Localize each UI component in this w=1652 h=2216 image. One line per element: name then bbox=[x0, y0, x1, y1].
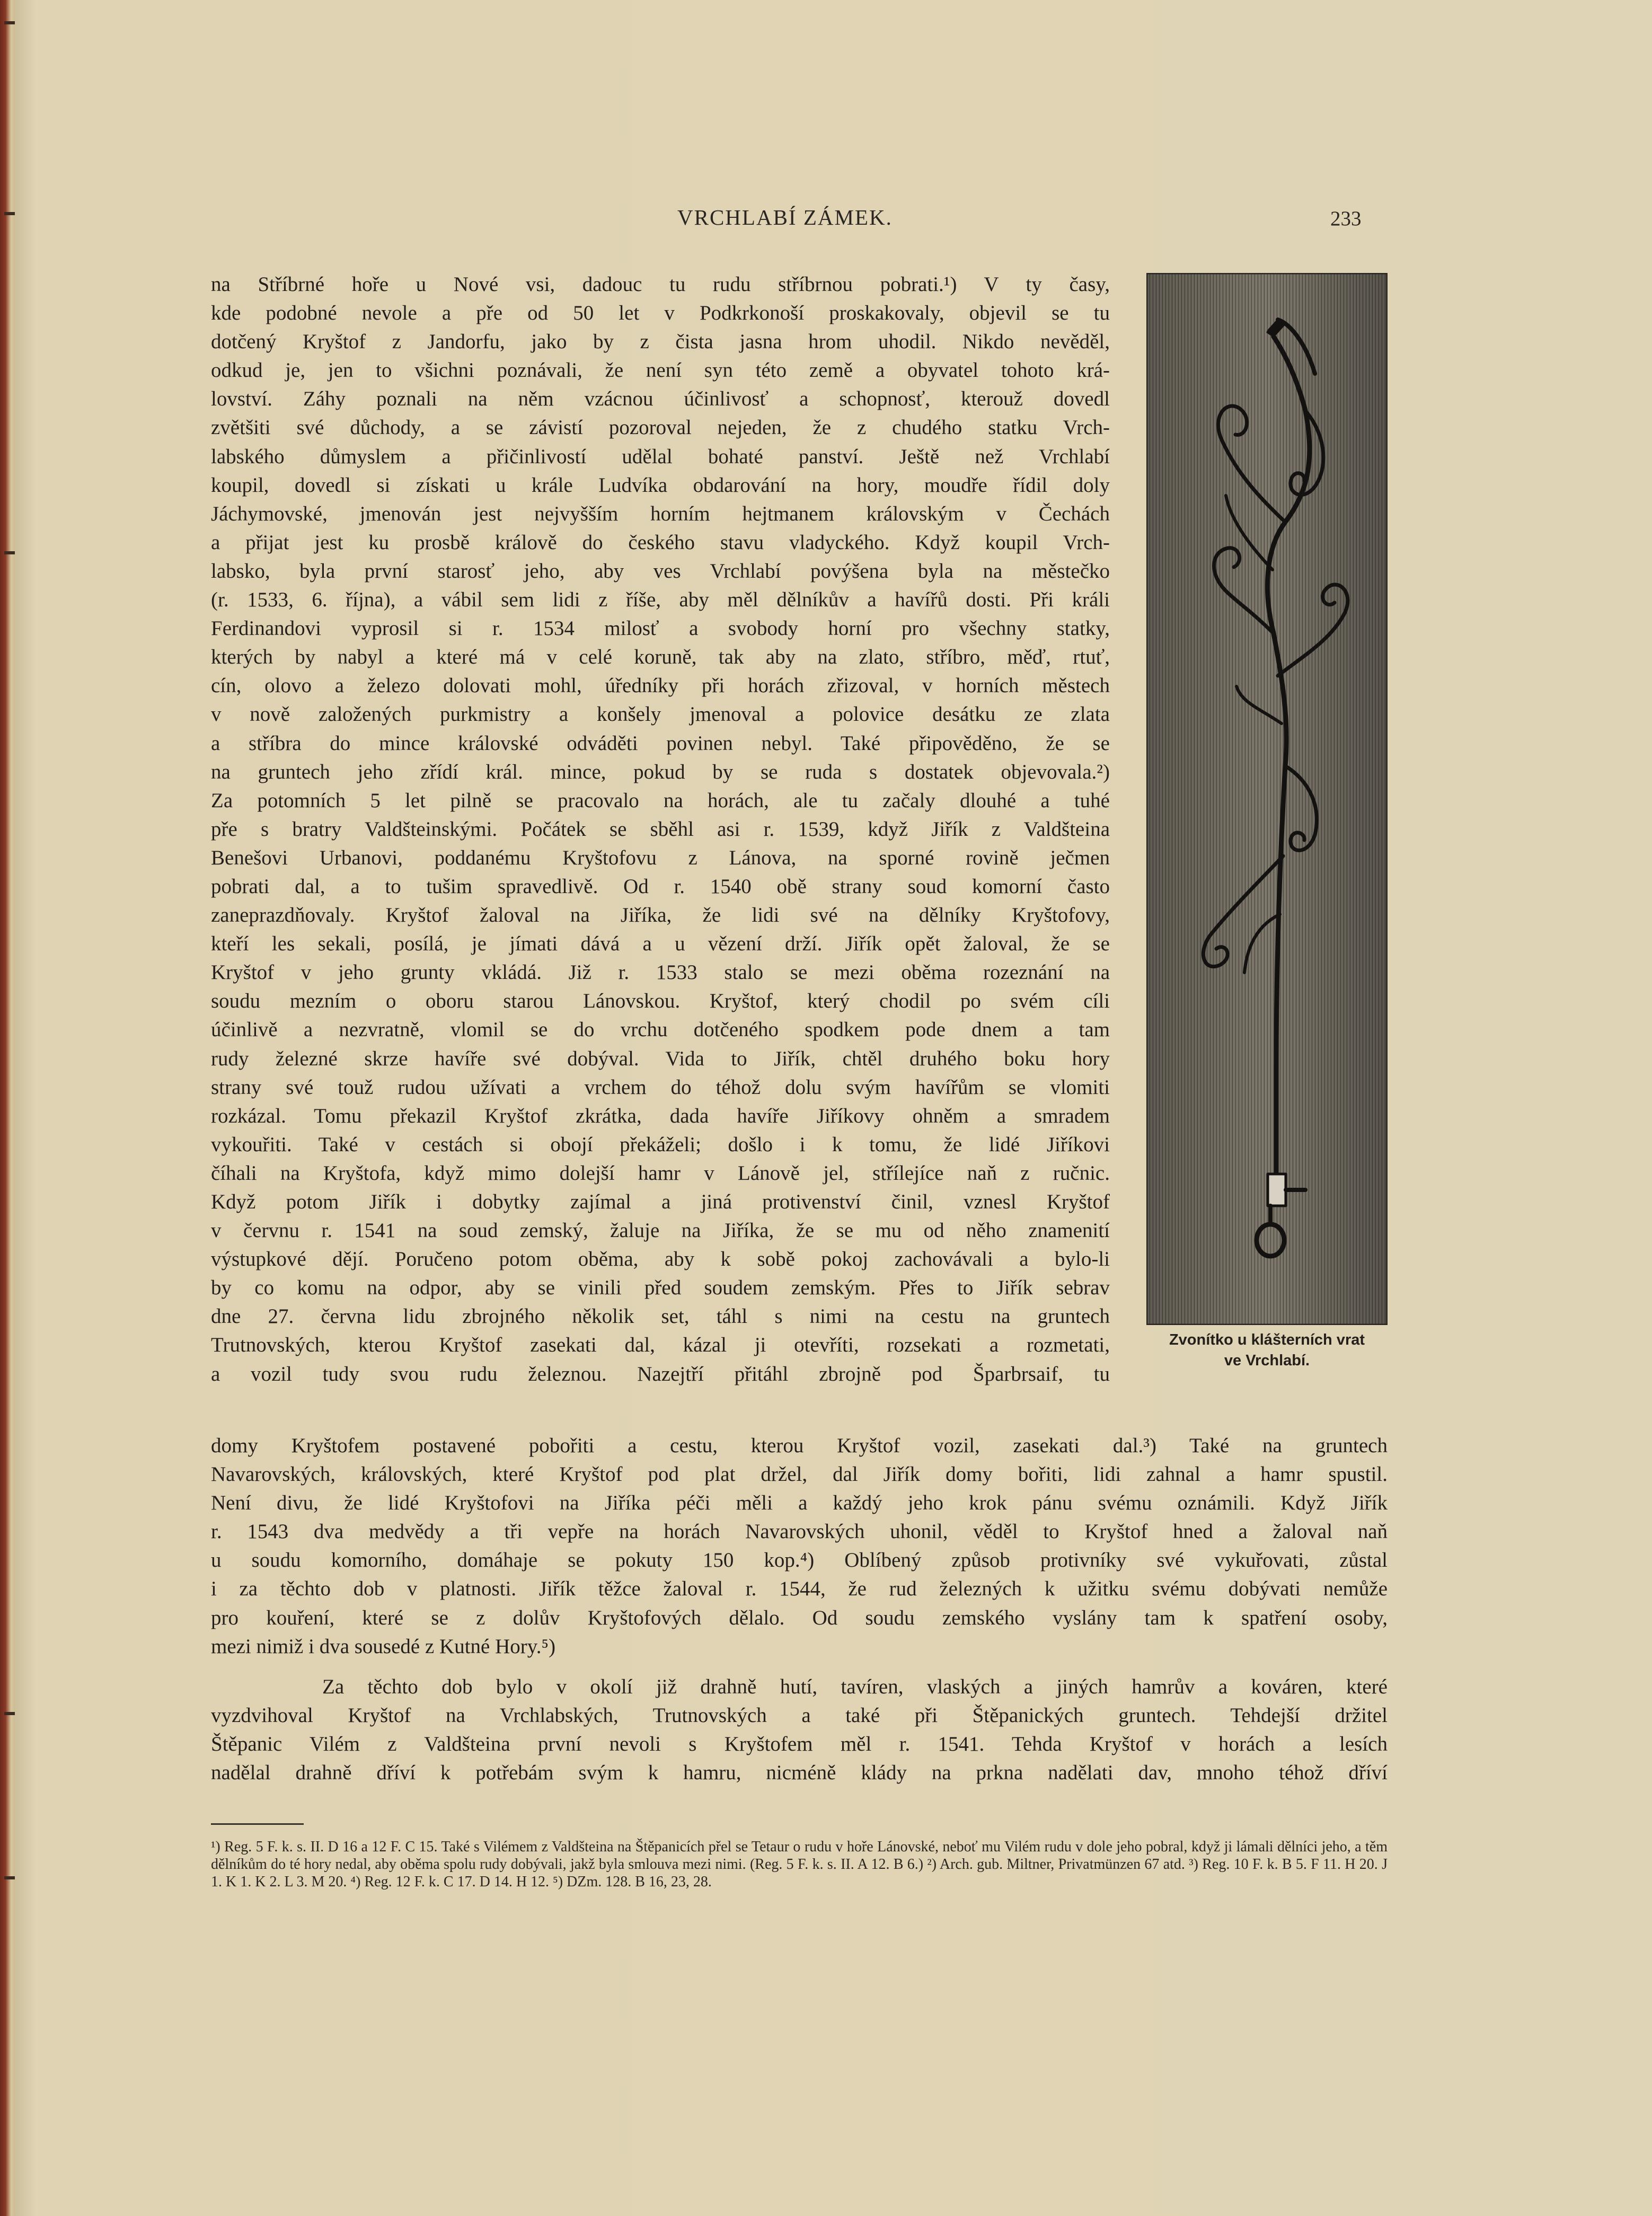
text-line: vyzdvihoval Kryštof na Vrchlabských, Trutnovských a také při Štěpanických gruntech. Tehdejší držitel bbox=[211, 1703, 1388, 1727]
text-line: pro kouření, které se z dolův Kryštofových dělalo. Od soudu zemského vyslány tam k spatření osoby, bbox=[211, 1606, 1388, 1629]
text-line: domy Kryštofem postavené pobořiti a cestu, kterou Kryštof vozil, zasekati dal.³) Také na gruntech bbox=[211, 1434, 1388, 1457]
text-line: pobrati dal, a to tušim spravedlivě. Od r. 1540 obě strany soud komorní často bbox=[211, 875, 1110, 898]
binding-mark bbox=[4, 212, 16, 215]
text-line: Ferdinandovi vyprosil si r. 1534 milosť a svobody horní pro všechny statky, bbox=[211, 617, 1110, 640]
text-line: cín, olovo a železo dolovati mohl, úředníky při horách zřizoval, v horních městech bbox=[211, 674, 1110, 698]
figure-caption-line: Zvonítko u klášterních vrat bbox=[1169, 1331, 1365, 1348]
text-line: Když potom Jiřík i dobytky zajímal a jiná protivenství činil, vznesl Kryštof bbox=[211, 1190, 1110, 1213]
text-line: Benešovi Urbanovi, poddanému Kryštofovu z Lánova, na sporné rovině ječmen bbox=[211, 846, 1110, 869]
text-line: koupil, dovedl si získati u krále Ludvíka obdarování na hory, moudře řídil doly bbox=[211, 473, 1110, 497]
text-line: Jáchymovské, jmenován jest nejvyšším horním hejtmanem královským v Čechách bbox=[211, 502, 1110, 525]
text-line: nadělal drahně dříví k potřebám svým k hamru, nicméně klády na prkna nadělati dav, mnoho téhož dříví bbox=[211, 1761, 1388, 1785]
text-line: kde podobné nevole a pře od 50 let v Podkrkonoší proskakovaly, objevil se tu bbox=[211, 302, 1110, 325]
text-line: dotčený Kryštof z Jandorfu, jako by z čista jasna hrom uhodil. Nikdo nevěděl, bbox=[211, 330, 1110, 354]
text-line: i za těchto dob v platnosti. Jiřík těžce žaloval r. 1544, že rud železných k užitku svému dobývati nemůže bbox=[211, 1577, 1388, 1601]
text-line: labského důmyslem a přičinlivostí udělal bohaté panství. Ještě než Vrchlabí bbox=[211, 445, 1110, 468]
text-line: číhali na Kryštofa, když mimo dolejší hamr v Lánově jel, střílejíce naň z ručnic. bbox=[211, 1161, 1110, 1185]
page-header bbox=[15, 205, 1652, 236]
book-page bbox=[15, 0, 1652, 2216]
text-line: a vozil tudy svou rudu železnou. Nazejtří přitáhl zbrojně pod Šparbrsaif, tu bbox=[211, 1362, 1110, 1385]
figure-caption-line: ve Vrchlabí. bbox=[1224, 1352, 1310, 1369]
body-text-full-width bbox=[211, 1432, 1388, 1787]
body-text-column bbox=[211, 270, 1110, 1389]
text-line: rudy železné skrze havíře své dobýval. Vida to Jiřík, chtěl druhého boku hory bbox=[211, 1047, 1110, 1070]
text-line: r. 1543 dva medvědy a tři vepře na horách Navarovských uhonil, věděl to Kryštof hned a žaloval naň bbox=[211, 1520, 1388, 1543]
text-line: v nově založených purkmistry a konšely jmenoval a polovice desátku ze zlata bbox=[211, 703, 1110, 726]
text-line: Za potomních 5 let pilně se pracovalo na horách, ale tu začaly dlouhé a tuhé bbox=[211, 789, 1110, 812]
text-line: Navarovských, královských, které Kryštof pod plat držel, dal Jiřík domy bořiti, lidi zahnal a hamr spustil. bbox=[211, 1463, 1388, 1486]
binding-mark bbox=[4, 551, 16, 554]
text-line: výstupkové dějí. Poručeno potom oběma, aby k sobě pokoj zachovávali a bylo-li bbox=[211, 1248, 1110, 1271]
text-line: (r. 1533, 6. října), a vábil sem lidi z říše, aby měl dělníkův a havířů dosti. Při králi bbox=[211, 588, 1110, 612]
text-line: lovství. Záhy poznali na něm vzácnou účinlivosť a schopnosť, kterouž dovedl bbox=[211, 387, 1110, 411]
footnote-rule bbox=[211, 1823, 304, 1825]
text-line: a stříbra do mince královské odváděti povinen nebyl. Také připověděno, že se bbox=[211, 731, 1110, 755]
text-line: kterých by nabyl a které má v celé koruně, tak aby na zlato, stříbro, měď, rtuť, bbox=[211, 646, 1110, 669]
text-line: dne 27. června lidu zbrojného několik set, táhl s nimi na cestu na gruntech bbox=[211, 1305, 1110, 1328]
text-line: v červnu r. 1541 na soud zemský, žaluje na Jiříka, že se mu od něho znamenití bbox=[211, 1219, 1110, 1242]
text-line: kteří les sekali, posílá, je jímati dává a u vězení drží. Jiřík opět žaloval, že se bbox=[211, 932, 1110, 956]
footnotes bbox=[211, 1838, 1388, 1891]
text-line: Není divu, že lidé Kryštofovi na Jiříka péči měli a každý jeho krok pánu svému oznámili. Když Jiřík bbox=[211, 1491, 1388, 1515]
footnote-text: ¹) Reg. 5 F. k. s. II. D 16 a 12 F. C 15. Také s Vilémem z Valdšteina na Štěpanicích přel se Tetaur o rudu v hoře Lánovské, neboť mu Vilém rudu v dole jeho pobral, když ji lámali dělníci jeho, a těm dělníkům do té hory nedal, aby oběma spolu rudy dobývali, jakž byla smlouva mezi nimi. (Reg. 5 F. k. s. II. A 12. B 6.) ²) Arch. gub. Miltner, Privatmünzen 67 atd. ³) Reg. 10 F. k. B 5. F 11. H 20. J 1. K 1. K 2. L 3. M 20. ⁴) Reg. 12 F. k. C 17. D 14. H 12. ⁵) DZm. 128. B 16, 23, 28. bbox=[211, 1839, 1388, 1890]
text-line: Štěpanic Vilém z Valdšteina první nevoli s Kryštofem měl r. 1541. Tehda Kryštof v horách a lesích bbox=[211, 1732, 1388, 1755]
figure-bell-pull bbox=[1146, 273, 1388, 1325]
text-line: mezi nimiž i dva sousedé z Kutné Hory.⁵) bbox=[211, 1635, 556, 1658]
text-line: soudu mezním o oboru starou Lánovskou. Kryštof, který chodil po svém cíli bbox=[211, 990, 1110, 1013]
text-line: strany své touž rudou užívati a vrchem do téhož dolu svým havířům se vlomiti bbox=[211, 1075, 1110, 1099]
binding-mark bbox=[4, 1712, 16, 1715]
bell-pull-illustration bbox=[1146, 273, 1388, 1325]
text-line: pře s bratry Valdšteinskými. Počátek se sběhl asi r. 1539, když Jiřík z Valdšteina bbox=[211, 817, 1110, 841]
binding-mark bbox=[4, 21, 16, 24]
text-line: zaneprazdňovaly. Kryštof žaloval na Jiříka, že lidi své na dělníky Kryštofovy, bbox=[211, 904, 1110, 927]
text-line: rozkázal. Tomu překazil Kryštof zkrátka, dada havíře Jiříkovy ohněm a smradem bbox=[211, 1104, 1110, 1127]
text-line: Kryštof v jeho grunty vkládá. Již r. 1533 stalo se mezi oběma rozeznání na bbox=[211, 961, 1110, 984]
figure-caption bbox=[1133, 1330, 1401, 1371]
text-line: labsko, byla první starosť jeho, aby ves Vrchlabí povýšena byla na městečko bbox=[211, 559, 1110, 582]
running-title: VRCHLABÍ ZÁMEK. bbox=[677, 205, 893, 229]
text-line: vykouřiti. Také v cestách si obojí překáželi; došlo i k tomu, že lidé Jiříkovi bbox=[211, 1133, 1110, 1156]
text-line: na Stříbrné hoře u Nové vsi, dadouc tu rudu stříbrnou pobrati.¹) V ty časy, bbox=[211, 273, 1110, 296]
text-line: u soudu komorního, domáhaje se pokuty 150 kop.⁴) Oblíbený způsob protivníky své vykuřovati, zůstal bbox=[211, 1549, 1388, 1572]
text-line: účinlivě a nezvratně, vlomil se do vrchu dotčeného spodkem pode dnem a tam bbox=[211, 1018, 1110, 1041]
text-line: Trutnovských, kterou Kryštof zasekati dal, kázal ji otevříti, rozsekati a rozmetati, bbox=[211, 1334, 1110, 1357]
binding-mark bbox=[4, 1876, 16, 1879]
text-line: odkud je, jen to všichni poznávali, že není syn této země a obyvatel tohoto krá- bbox=[211, 359, 1110, 382]
text-line: a přijat jest ku prosbě králově do českého stavu vladyckého. Když koupil Vrch- bbox=[211, 531, 1110, 554]
text-line: na gruntech jeho zřídí král. mince, pokud by se ruda s dostatek objevovala.²) bbox=[211, 760, 1110, 783]
text-line: zvětšiti své důchody, a se závistí pozoroval nejeden, že z chudého statku Vrch- bbox=[211, 416, 1110, 439]
book-spine-edge bbox=[0, 0, 16, 2216]
page-number: 233 bbox=[1330, 207, 1362, 230]
text-line: by co komu na odpor, aby se vinili před soudem zemským. Přes to Jiřík sebrav bbox=[211, 1276, 1110, 1300]
text-line: Za těchto dob bylo v okolí již drahně hutí, tavíren, vlaských a jiných hamrův a kováren, které bbox=[322, 1675, 1388, 1698]
